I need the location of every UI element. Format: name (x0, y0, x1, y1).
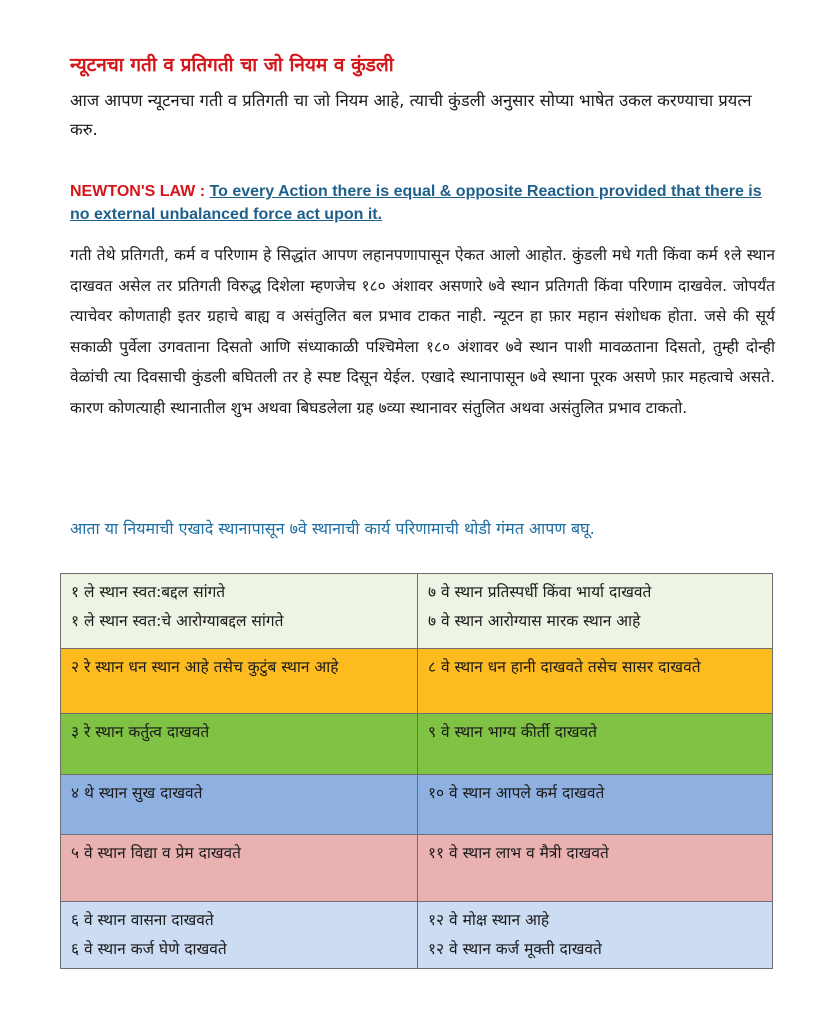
cell-line: २ रे स्थान धन स्थान आहे तसेच कुटुंब स्थान आहे (71, 658, 339, 676)
cell-line: १२ वे मोक्ष स्थान आहे (428, 911, 550, 929)
intro-paragraph: आज आपण न्यूटनचा गती व प्रतिगती चा जो नियम आहे, त्याची कुंडली अनुसार सोप्या भाषेत उकल करण्याचा प्रयत्न करु. (70, 91, 752, 139)
page-title: न्यूटनचा गती व प्रतिगती चा जो नियम व कुंडली (70, 54, 394, 76)
cell-line: ११ वे स्थान लाभ व मैत्री दाखवते (428, 844, 609, 862)
law-text: To every Action there is equal & opposite Reaction provided that there is no external unbalanced force act upon it. (70, 183, 762, 223)
left-cell (61, 775, 418, 835)
cell-line: १ ले स्थान स्वत:बद्दल सांगते (71, 583, 226, 601)
cell-line: ६ वे स्थान वासना दाखवते (71, 911, 214, 929)
left-cell (61, 902, 418, 969)
right-cell (418, 714, 773, 775)
right-cell (418, 775, 773, 835)
table-row (61, 574, 773, 649)
left-cell (61, 835, 418, 902)
table-row (61, 902, 773, 969)
left-cell (61, 574, 418, 649)
right-cell (418, 574, 773, 649)
cell-line: ८ वे स्थान धन हानी दाखवते तसेच सासर दाखवते (428, 658, 701, 676)
newtons-law-statement (70, 180, 780, 226)
right-cell (418, 649, 773, 714)
cell-line: १२ वे स्थान कर्ज मूक्ती दाखवते (428, 940, 602, 958)
cell-line: १ ले स्थान स्वत:चे आरोग्याबद्दल सांगते (71, 612, 284, 630)
right-cell (418, 835, 773, 902)
body-paragraph: गती तेथे प्रतिगती, कर्म व परिणाम हे सिद्धांत आपण लहानपणापासून ऐकत आलो आहोत. कुंडली मधे गती किंवा कर्म १ले स्थान दाखवत असेल तर प्रतिगती विरुद्ध दिशेला म्हणजेच १८० अंशावर असणारे ७वे स्थान प्रतिगती किंवा परिणाम दाखवेल. जोपर्यंत त्याचेवर कोणताही इतर ग्रहाचे बाह्य व असंतुलित बल प्रभाव टाकत नाही. न्यूटन हा फ़ार महान संशोधक होता. जसे की सूर्य सकाळी पुर्वेला उगवताना दिसतो आणि संध्याकाळी पश्चिमेला १८० अंशावर ७वे स्थान पाशी मावळताना दिसतो, तुम्ही दोन्ही वेळांची त्या दिवसाची कुंडली बघितली तर हे स्पष्ट दिसून येईल. एखादे स्थानापासून ७वे स्थाना पूरक असणे फ़ार महत्वाचे असते. कारण कोणत्याही स्थानातील शुभ अथवा बिघडलेला ग्रह ७व्या स्थानावर संतुलित अथवा असंतुलित प्रभाव टाकतो. (70, 246, 775, 417)
table-row (61, 649, 773, 714)
cell-line: ३ रे स्थान कर्तुत्व दाखवते (71, 723, 210, 741)
cell-line: ७ वे स्थान प्रतिस्पर्धी किंवा भार्या दाखवते (428, 583, 652, 601)
table-row (61, 835, 773, 902)
cell-line: ९ वे स्थान भाग्य कीर्ती दाखवते (428, 723, 597, 741)
table-subheading: आता या नियमाची एखादे स्थानापासून ७वे स्थानाची कार्य परिणामाची थोडी गंमत आपण बघू. (70, 519, 595, 538)
left-cell (61, 649, 418, 714)
cell-line: ४ थे स्थान सुख दाखवते (71, 784, 203, 802)
table-row (61, 775, 773, 835)
cell-line: ६ वे स्थान कर्ज घेणे दाखवते (71, 940, 227, 958)
houses-table (60, 573, 773, 969)
table-row (61, 714, 773, 775)
left-cell (61, 714, 418, 775)
cell-line: १० वे स्थान आपले कर्म दाखवते (428, 784, 605, 802)
right-cell (418, 902, 773, 969)
law-label: NEWTON'S LAW : (70, 183, 206, 200)
cell-line: ५ वे स्थान विद्या व प्रेम दाखवते (71, 844, 241, 862)
cell-line: ७ वे स्थान आरोग्यास मारक स्थान आहे (428, 612, 641, 630)
